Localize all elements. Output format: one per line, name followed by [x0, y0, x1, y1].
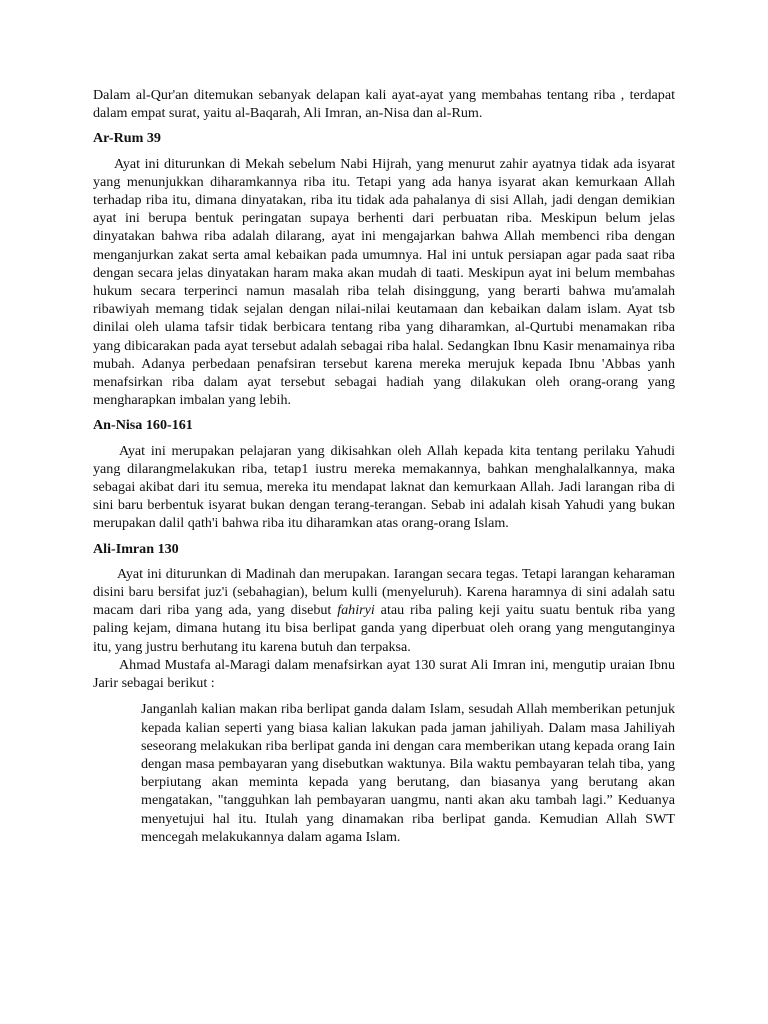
- section-heading-an-nisa: An-Nisa 160-161: [93, 417, 193, 434]
- paragraph-an-nisa: Ayat ini merupakan pelajaran yang dikisahkan oleh Allah kepada kita tentang perilaku Yahudi yang dilarangmelakukan riba, tetap1 iustru mereka memakannya, bahkan menghalalkannya, maka sebagai akibat dari itu semua, mereka itu mendapat laknat dan kemurkaan Allah. Jadi larangan riba di sini baru berbentuk isyarat bukan dengan terang-terangan. Sebab ini adalah kisah Yahudi yang bukan merupakan dalil qath'i bahwa riba itu diharamkan atas orang-orang Islam.: [93, 442, 675, 532]
- intro-paragraph: Dalam al-Qur'an ditemukan sebanyak delapan kali ayat-ayat yang membahas tentang riba , terdapat dalam empat surat, yaitu al-Baqarah, Ali Imran, an-Nisa dan al-Rum.: [93, 87, 675, 122]
- paragraph-ar-rum: Ayat ini diturunkan di Mekah sebelum Nabi Hijrah, yang menurut zahir ayatnya tidak ada isyarat yang menunjukkan diharamkannya riba itu. Tetapi yang ada hanya isyarat akan kemurkaan Allah terhadap riba itu, dimana dinyatakan, riba itu tidak ada pahalanya di sisi Allah, jadi dengan demikian ayat ini berupa bentuk peringatan supaya berhenti dari perbuatan riba. Meskipun belum jelas dinyatakan bahwa riba adalah dilarang, ayat ini mengajarkan bahwa Allah membenci riba dengan menganjurkan zakat serta amal kebaikan pada umumnya. Hal ini untuk persiapan agar pada saat riba dengan secara jelas dinyatakan haram maka akan mudah di taati. Meskipun ayat ini belum membahas hukum secara terperinci namun masalah riba telah disinggung, yang berarti bahwa mu'amalah ribawiyah memang tidak sejalan dengan nilai-nilai keutamaan dan kebaikan dalam islam. Ayat tsb dinilai oleh ulama tafsir tidak berbicara tentang riba yang diharamkan, al-Qurtubi menamakan riba yang dibicarakan pada ayat tersebut adalah sebagai riba halal. Sedangkan Ibnu Kasir menamainya riba mubah. Adanya perbedaan penafsiran tersebut karena mereka merujuk kepada Ibnu 'Abbas yanh menafsirkan riba dalam ayat tersebut sebagai hadiah yang dilakukan oleh orang-orang yang mengharapkan imbalan yang lebih.: [93, 155, 675, 409]
- section-heading-ali-imran: Ali-Imran 130: [93, 540, 179, 557]
- section-heading-ar-rum: Ar-Rum 39: [93, 130, 161, 147]
- paragraph-maragi: Ahmad Mustafa al-Maragi dalam menafsirkan ayat 130 surat Ali Imran ini, mengutip uraian Ibnu Jarir sebagai berikut :: [93, 656, 675, 692]
- paragraph-ali-imran-part1: Ayat ini diturunkan di Madinah dan merupakan. Iarangan secara tegas. Tetapi larangan keharaman disini baru bersifat juz'i (sebahagian), belum kulli (menyeluruh). Karena haramnya di sini adalah satu macam dari riba yang ada, yang disebut: [93, 565, 675, 619]
- document-page: [93, 86, 675, 846]
- italic-term-fahiryi: fahiryi: [337, 602, 375, 619]
- block-quote-ibnu-jarir: Janganlah kalian makan riba berlipat ganda dalam Islam, sesudah Allah memberikan petunjuk kepada kalian seperti yang biasa kalian lakukan pada jaman jahiliyah. Dalam masa Jahiliyah seseorang melakukan riba berlipat ganda ini dengan cara memberikan utang kepada orang Iain dengan masa pembayaran yang disebutkan waktunya. Bila waktu pembayaran telah tiba, yang berpiutang akan meminta kepada yang berutang, dan biasanya yang berutang akan mengatakan, "tangguhkan lah pembayaran uangmu, nanti akan aku tambah lagi.” Keduanya menyetujui hal itu. Itulah yang dinamakan riba berlipat ganda. Kemudian Allah SWT mencegah melakukannya dalam agama Islam.: [141, 701, 675, 845]
- paragraph-ali-imran-part2: atau riba paling keji yaitu suatu bentuk riba yang paling kejam, dimana hutang itu bisa berlipat ganda yang diperbuat oleh orang yang mengutanginya itu, yang justru berhutang itu karena butuh dan terpaksa.: [93, 602, 676, 655]
- paragraph-ali-imran: [93, 565, 675, 656]
